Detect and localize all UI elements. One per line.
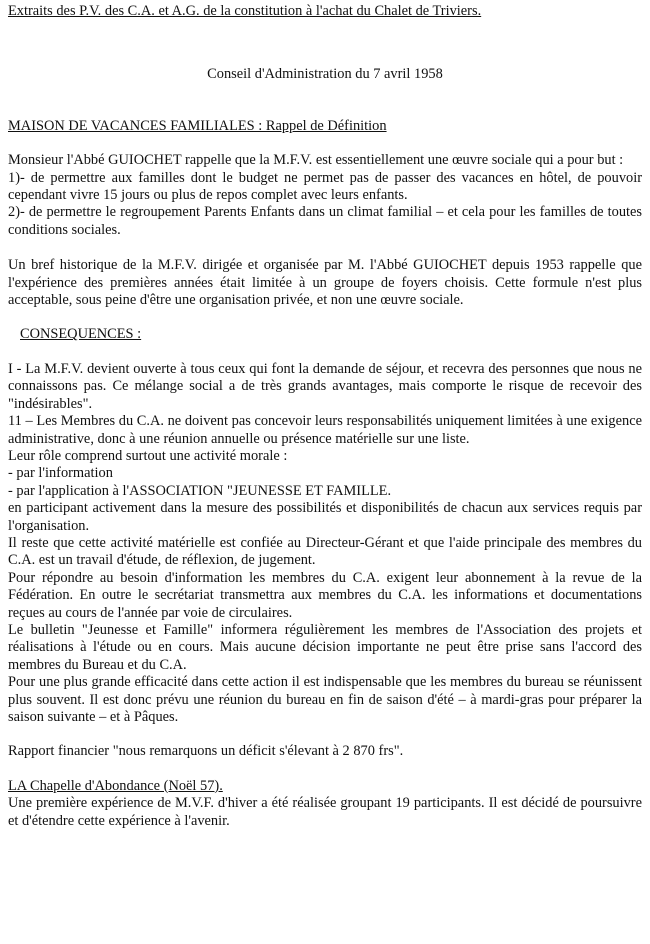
history-paragraph: Un bref historique de la M.F.V. dirigée et organisée par M. l'Abbé GUIOCHET depuis 1953 rappelle que l'expérience des premières années était limitée à un groupe de foyers choisis. Cette formule n'est plus acceptable, sous peine d'être une organisation privée, et non une œuvre sociale. xyxy=(8,257,642,309)
definition-point-2: 2)- de permettre le regroupement Parents Enfants dans un climat familial – et cela pour les familles de toutes conditions sociales. xyxy=(8,204,642,238)
efficiency-paragraph: Pour une plus grande efficacité dans cette action il est indispensable que les membres du bureau se réunissent plus souvent. Il est donc prévu une réunion du bureau en fin de saison d'été – à mardi-gras pour préparer la saison suivante – et à Pâques. xyxy=(8,674,642,725)
participation-paragraph: en participant activement dans la mesure des possibilités et disponibilités de chacun aux services requis par l'organisation. xyxy=(8,500,642,534)
material-activity-paragraph: Il reste que cette activité matérielle est confiée au Directeur-Gérant et que l'aide principale des membres du C.A. est un travail d'étude, de réflexion, de jugement. xyxy=(8,534,642,569)
role-intro: Leur rôle comprend surtout une activité morale : xyxy=(8,447,288,464)
information-need-paragraph: Pour répondre au besoin d'information les membres du C.A. exigent leur abonnement à la revue de la Fédération. En outre le secrétariat transmettra aux membres du C.A. les informations et documentations reçues au cours de l'année par voie de circulaires. xyxy=(8,569,642,621)
chapelle-paragraph: Une première expérience de M.V.F. d'hiver a été réalisée groupant 19 participants. Il est décidé de poursuivre et d'étendre cette expérience à l'avenir. xyxy=(8,795,642,829)
definition-point-1: 1)- de permettre aux familles dont le budget ne permet pas de passer des vacances en hôtel, de pouvoir cependant vivre 15 jours ou plus de repos complet avec leurs enfants. xyxy=(8,169,642,204)
financial-report: Rapport financier "nous remarquons un déficit s'élevant à 2 870 frs". xyxy=(8,743,404,760)
consequence-item-2: 11 – Les Membres du C.A. ne doivent pas concevoir leurs responsabilités uniquement limitées à une exigence administrative, donc à une réunion annuelle ou présence matérielle sur une liste. xyxy=(8,413,642,447)
consequences-body xyxy=(8,361,642,727)
role-item-information: - par l'information xyxy=(8,465,113,482)
section-heading-chapelle: LA Chapelle d'Abondance (Noël 57). xyxy=(8,777,223,794)
consequence-item-1: I - La M.F.V. devient ouverte à tous ceux qui font la demande de séjour, et recevra des personnes que nous ne connaissons pas. Ce mélange social a de très grands avantages, mais comporte le risque de recevoir des "indésirables". xyxy=(8,360,642,412)
bulletin-paragraph: Le bulletin "Jeunesse et Famille" informera régulièrement les membres de l'Association des projets et réalisations à l'étude ou en cours. Mais aucune décision importante ne peut être prise sans l'accord des membres du Bureau et du C.A. xyxy=(8,621,642,673)
meeting-title: Conseil d'Administration du 7 avril 1958 xyxy=(207,66,443,83)
definition-intro: Monsieur l'Abbé GUIOCHET rappelle que la M.F.V. est essentiellement une œuvre sociale qui a pour but : xyxy=(8,152,624,169)
role-item-association: - par l'application à l'ASSOCIATION "JEUNESSE ET FAMILLE. xyxy=(8,482,392,499)
section-definition-body xyxy=(8,152,642,239)
section-heading-consequences: CONSEQUENCES : xyxy=(20,326,142,343)
document-header: Extraits des P.V. des C.A. et A.G. de la constitution à l'achat du Chalet de Triviers. xyxy=(8,3,482,19)
section-heading-maison-vacances: MAISON DE VACANCES FAMILIALES : Rappel de Définition xyxy=(8,117,387,134)
